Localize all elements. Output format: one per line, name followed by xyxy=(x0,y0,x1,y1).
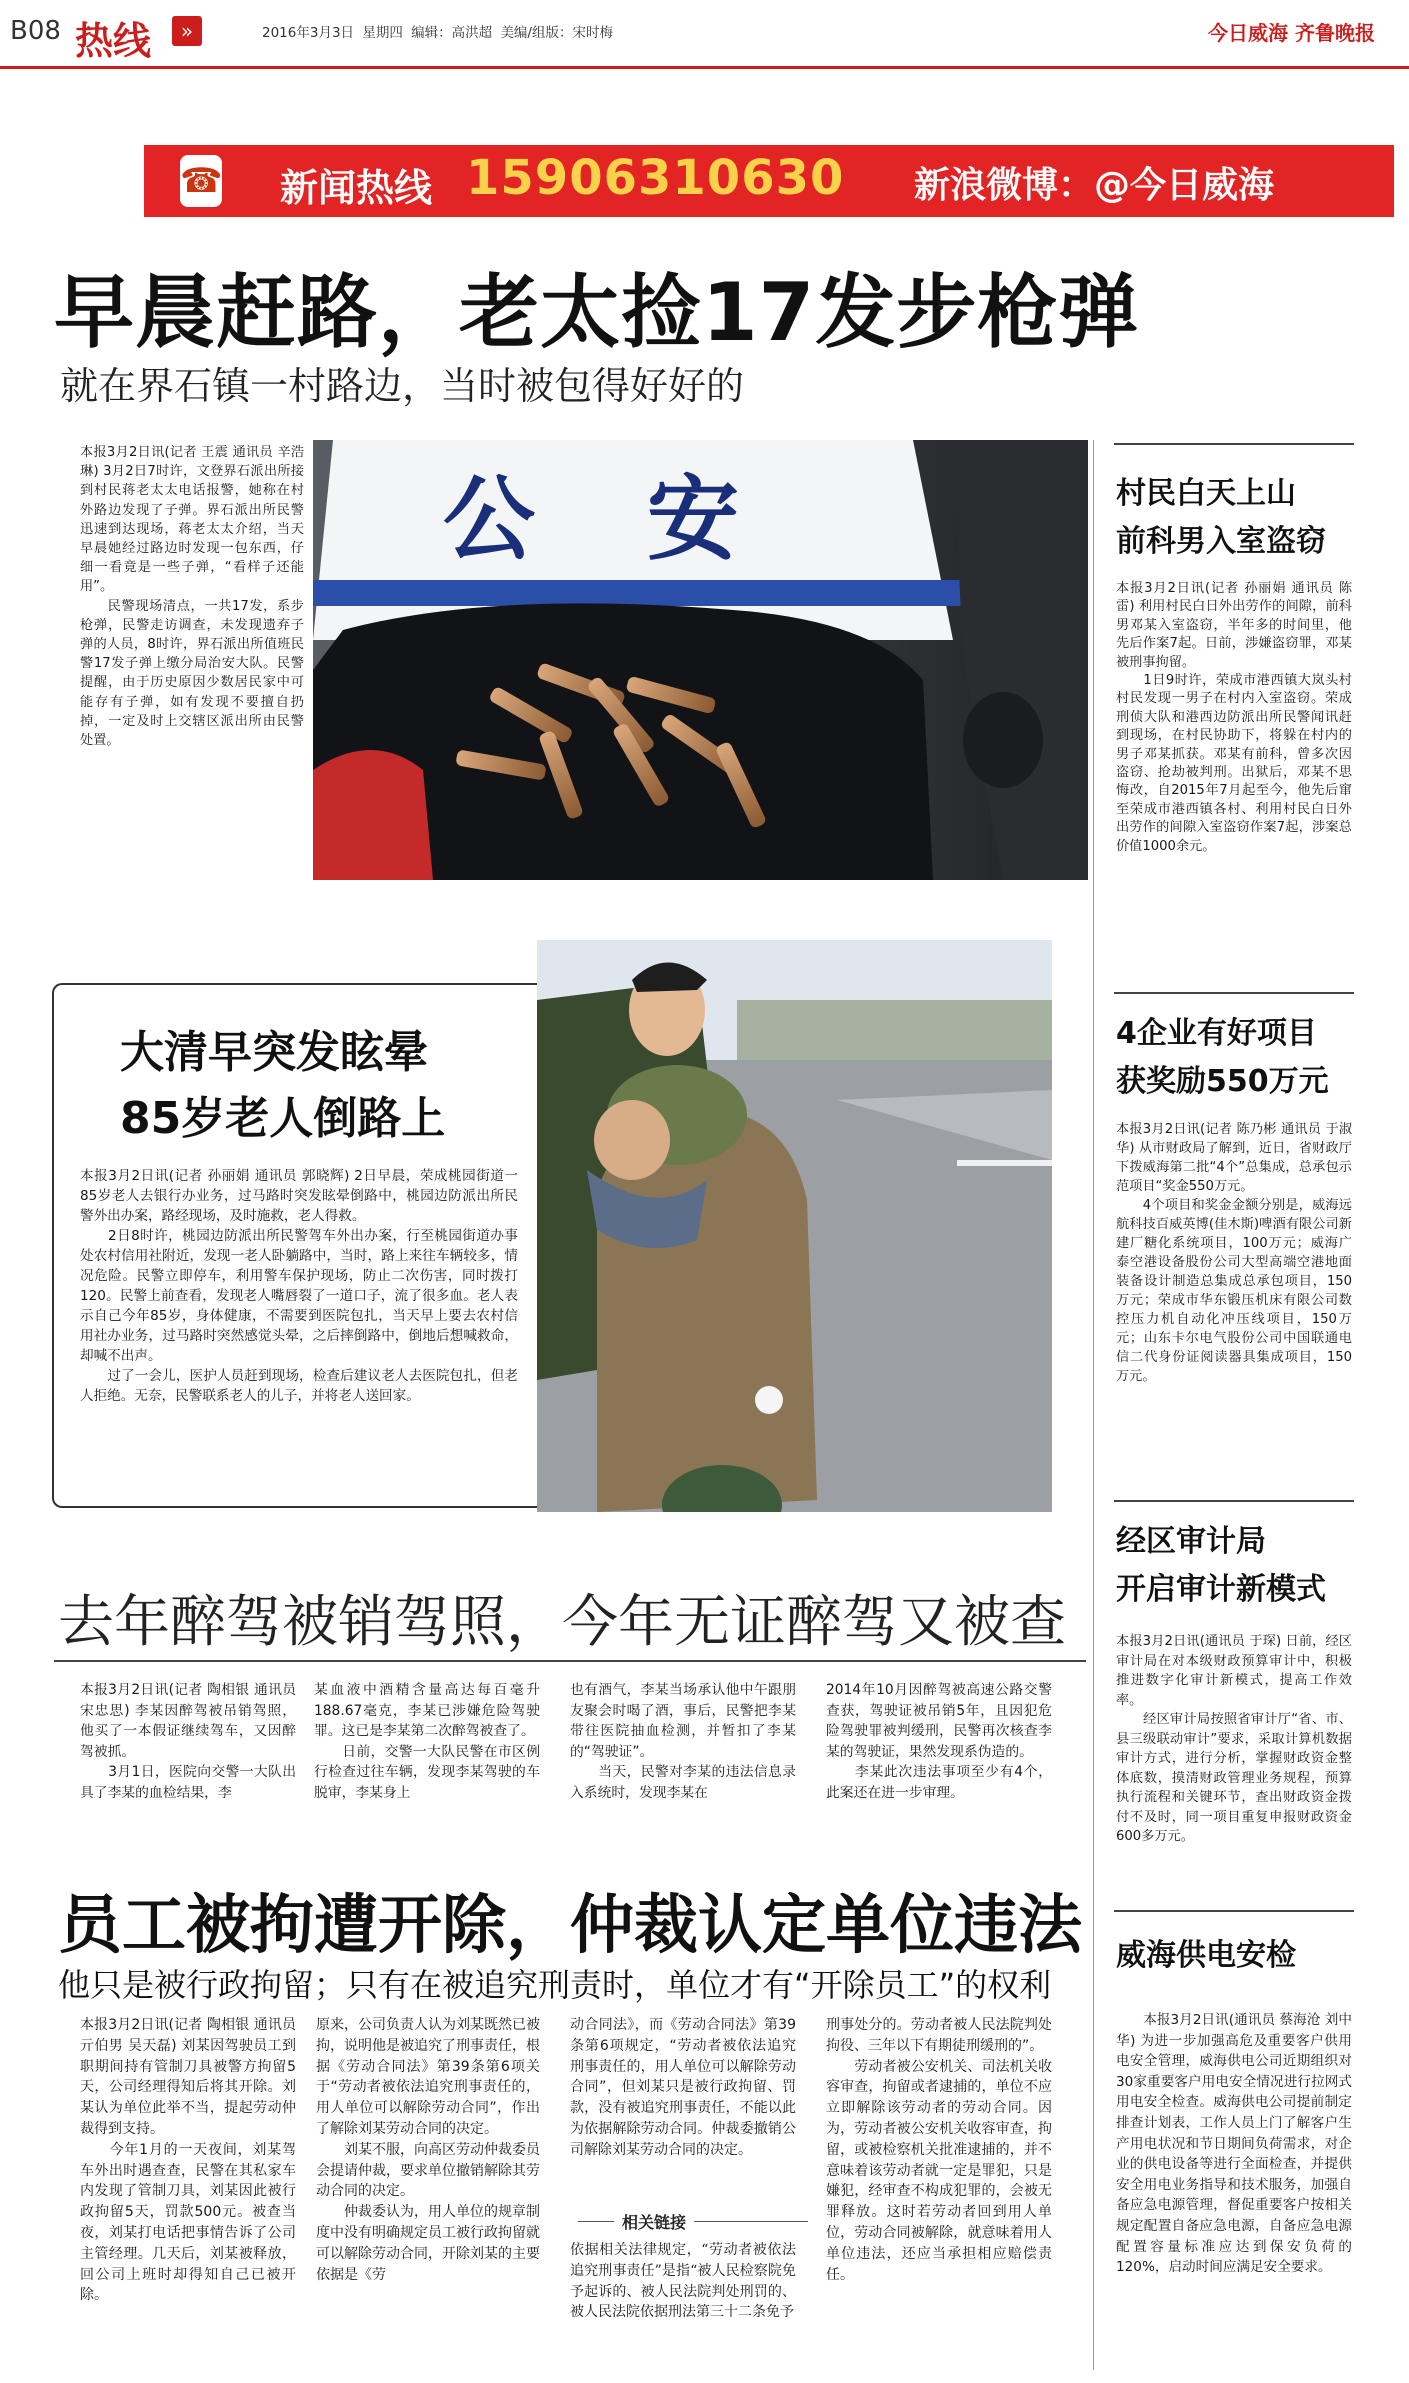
issue-date: 2016年3月3日 xyxy=(262,25,355,41)
theft-title-line2: 前科男入室盗窃 xyxy=(1116,524,1326,559)
hotline-number: 15906310630 xyxy=(466,150,845,206)
audit-title-line2: 开启审计新模式 xyxy=(1116,1572,1326,1607)
headline-rule xyxy=(54,1660,1086,1662)
sidebar-headline-theft xyxy=(1116,470,1326,566)
sidebar-rule-1 xyxy=(1114,443,1354,445)
subheadline-dismissal: 他只是被行政拘留；只有在被追究刑责时，单位才有“开除员工”的权利 xyxy=(58,1966,1052,2004)
headline-dismissal: 员工被拘遭开除，仲裁认定单位违法 xyxy=(58,1889,1082,1963)
page-number: B08 xyxy=(10,16,61,46)
design-credit: 美编/组版：宋时梅 xyxy=(500,25,613,41)
related-link-title: 相关链接 xyxy=(614,2210,694,2233)
phone-icon: ☎ xyxy=(180,155,222,207)
dismissal-col2: 原来，公司负责人认为刘某既然已被拘，说明他是被追究了刑事责任，根据《劳动合同法》第39条第6项关于“劳动者被依法追究刑事责任的，用人单位可以解除劳动合同”，作出了解除刘某劳动合同的决定。 刘某不服，向高区劳动仲裁委员会提请仲裁，要求单位撤销解除其劳动合同的决定。 仲裁委认为，用人单位的规章制度中没有明确规定员工被行政拘留就可以解除劳动合同，开除刘某的主要依据是《劳 xyxy=(316,2017,540,2283)
column-divider xyxy=(1093,440,1094,2370)
sidebar-body-power: 本报3月2日讯(通讯员 蔡海沧 刘中华) 为进一步加强高危及重要客户供用电安全管理，威海供电公司近期组织对30家重要客户用电安全情况进行拉网式用电安全检查。威海供电公司提前制定排查计划表，工作人员上门了解客户生产用电状况和节日期间负荷需求，对企业的供电设备等进行全面检查，并提供安全用电业务指导和技术服务，加强自备应急电源管理，督促重要客户按相关规定配置自备应急电源，自备应急电源配置容量标准应达到保安负荷的120%，启动时间应满足安全要求。 xyxy=(1116,2012,1352,2276)
award-title-line2: 获奖励550万元 xyxy=(1116,1064,1329,1099)
sidebar-rule-3 xyxy=(1114,1500,1354,1502)
dismissal-col1: 本报3月2日讯(记者 陶相银 通讯员 亓伯男 吴天磊) 刘某因驾驶员工到职期间持有管制刀具被警方拘留5天，公司经理得知后将其开除。刘某认为单位此举不当，提起劳动仲裁得到支持。 今年1月的一天夜间，刘某驾车外出时遇查查，民警在其私家车内发现了管制刀具，刘某因此被行政拘留5天，罚款500元。被查当夜，刘某打电话把事情告诉了公司主管经理。几天后，刘某被释放，回公司上班时却得知自己已被开除。 xyxy=(80,2017,296,2304)
sidebar-body-audit: 本报3月2日讯(通讯员 于琛) 日前，经区审计局在对本级财政预算审计中，积极推进数字化审计新模式，提高工作效率。 经区审计局按照省审计厅“省、市、县三级联动审计”要求，采取计算机数据审计方式，进行分析，掌握财政资金整体底数，摸清财政管理业务规程，预算执行流程和关键环节，查出财政资金拨付不及时，同一项目重复申报财政资金600多万元。 xyxy=(1116,1634,1352,1844)
hotline-label: 新闻热线 xyxy=(280,166,433,210)
editor-credit: 编辑：高洪超 xyxy=(411,25,493,41)
photo-elderly-image xyxy=(537,940,1052,1512)
dismissal-col4: 刑事处分的。劳动者被人民法院判处拘役、三年以下有期徒刑缓刑的”。 劳动者被公安机关、司法机关收容审查，拘留或者逮捕的，单位不应立即解除该劳动者的劳动合同。因为，劳动者被公安机关收容审查，拘留，或被检察机关批准逮捕的，并不意味着该劳动者就一定是罪犯，只是嫌犯，经审查不构成犯罪的，会被无罪释放。这时若劳动者回到用人单位，劳动合同被解除，就意味着用人单位违法，还应当承担相应赔偿责任。 xyxy=(826,2017,1052,2283)
headline-elderly-line2: 85岁老人倒路上 xyxy=(120,1093,446,1144)
audit-title-line1: 经区审计局 xyxy=(1116,1524,1266,1559)
newspaper-brand: 今日威海 齐鲁晚报 xyxy=(1208,21,1375,45)
drunk-driving-col3: 也有酒气，李某当场承认他中午跟朋友聚会时喝了酒，事后，民警把李某带往医院抽血检测，并暂扣了李某的“驾驶证”。 当天，民警对李某的违法信息录入系统时，发现李某在 xyxy=(570,1682,796,1801)
sidebar-headline-power: 威海供电安检 xyxy=(1116,1938,1296,1973)
article-body-bullets: 本报3月2日讯(记者 王震 通讯员 辛浩琳) 3月2日7时许，文登界石派出所接到村民蒋老太太电话报警，她称在村外路边发现了子弹。界石派出所民警迅速到达现场，蒋老太太介绍，当天早晨她经过路边时发现一包东西，仔细一看竟是一些子弹，“看样子还能用”。 民警现场清点，一共17发，系步枪弹，民警走访调查，未发现遗弃子弹的人员，8时许，界石派出所值班民警17发子弹上缴分局治安大队。民警提醒，由于历史原因少数居民家中可能存有子弹，如有发现不要擅自扔掉，一定及时上交辖区派出所由民警处置。 xyxy=(80,445,304,749)
sidebar-rule-2 xyxy=(1114,992,1354,994)
main-headline: 早晨赶路，老太捡17发步枪弹 xyxy=(54,266,1140,359)
issue-weekday: 星期四 xyxy=(362,25,403,41)
police-car-lettering: 公 安 xyxy=(443,466,780,573)
headline-elderly-line1: 大清早突发眩晕 xyxy=(120,1027,428,1078)
section-title: 热线 xyxy=(75,19,152,63)
related-link-body: 依据相关法律规定，“劳动者被依法追究刑事责任”是指“被人民检察院免予起诉的、被人民法院判处刑罚的、被人民法院依据刑法第三十二条免予 xyxy=(570,2242,796,2321)
sidebar-rule-4 xyxy=(1114,1910,1354,1912)
header-rule xyxy=(0,66,1409,69)
award-title-line1: 4企业有好项目 xyxy=(1116,1016,1317,1051)
main-subheadline: 就在界石镇一村路边，当时被包得好好的 xyxy=(60,364,745,408)
page-header xyxy=(0,0,1409,70)
sidebar-headline-audit xyxy=(1116,1518,1326,1614)
photo-bullets-in-bag xyxy=(313,440,1088,880)
related-link-box xyxy=(578,2210,808,2234)
dismissal-col3: 动合同法》，而《劳动合同法》第39条第6项规定，“劳动者被依法追究刑事责任的，用人单位可以解除劳动合同”，但刘某只是被行政拘留、罚款，没有被追究刑事责任，不能以此为依据解除劳动合同。仲裁委撤销公司解除刘某劳动合同的决定。 xyxy=(570,2017,796,2158)
drunk-driving-col4: 2014年10月因醉驾被高速公路交警查获，驾驶证被吊销5年，且因犯危险驾驶罪被判缓刑，民警再次核查李某的驾驶证，果然发现系伪造的。 李某此次违法事项至少有4个，此案还在进一步审理。 xyxy=(826,1682,1052,1801)
drunk-driving-col1: 本报3月2日讯(记者 陶相银 通讯员 宋忠思) 李某因醉驾被吊销驾照，他买了一本假证继续驾车，又因醉驾被抓。 3月1日，医院向交警一大队出具了李某的血检结果，李 xyxy=(80,1682,296,1801)
sidebar-body-award: 本报3月2日讯(记者 陈乃彬 通讯员 于淑华) 从市财政局了解到，近日，省财政厅下拨威海第二批“4个”总集成，总承包示范项目“奖金550万元。 4个项目和奖金金额分别是，威海远航科技百威英博(佳木斯)啤酒有限公司新建厂糖化系统项目，100万元；威海广泰空港设备股份公司大型高端空港地面装备设计制造总集成总承包项目，150万元；荣成市华东锻压机床有限公司数控压力机自动化冲压线项目，150万元；山东卡尔电气股份公司中国联通电信二代身份证阅读器具集成项目，150万元。 xyxy=(1116,1122,1352,1384)
article-body-elderly: 本报3月2日讯(记者 孙丽娟 通讯员 郭晓辉) 2日早晨，荣成桃园街道一85岁老人去银行办业务，过马路时突发眩晕倒路中，桃园边防派出所民警外出办案，路经现场，及时施救，老人得救。 2日8时许，桃园边防派出所民警驾车外出办案，行至桃园街道办事处农村信用社附近，发现一老人卧躺路中，当时，路上来往车辆较多，情况危险。民警立即停车，利用警车保护现场，防止二次伤害，同时拨打120。民警上前查看，发现老人嘴唇裂了一道口子，流了很多血。老人表示自己今年85岁，身体健康，不需要到医院包扎，当天早上要去农村信用社办业务，过马路时突然感觉头晕，之后摔倒路中，倒地后想喊救命，却喊不出声。 过了一会儿，医护人员赶到现场，检查后建议老人去医院包扎，但老人拒绝。无奈，民警联系老人的儿子，并将老人送回家。 xyxy=(80,1168,518,1404)
drunk-driving-col2: 某血液中酒精含量高达每百毫升188.67毫克，李某已涉嫌危险驾驶罪。这已是李某第二次醉驾被查了。 日前，交警一大队民警在市区例行检查过往车辆，发现李某驾驶的车脱审，李某身上 xyxy=(314,1682,540,1801)
headline-drunk-driving: 去年醉驾被销驾照，今年无证醉驾又被查 xyxy=(58,1590,1066,1655)
sidebar-headline-award xyxy=(1116,1010,1329,1106)
hotline-banner xyxy=(144,145,1394,217)
theft-title-line1: 村民白天上山 xyxy=(1116,476,1296,511)
section-arrow-icon: » xyxy=(172,16,202,46)
issue-meta xyxy=(262,21,613,41)
sidebar-body-theft: 本报3月2日讯(记者 孙丽娟 通讯员 陈雷) 利用村民白日外出劳作的间隙，前科男邓某入室盗窃，半年多的时间里，他先后作案7起。日前，涉嫌盗窃罪，邓某被刑事拘留。 1日9时许，荣成市港西镇大岚头村村民发现一男子在村内入室盗窃。荣成刑侦大队和港西边防派出所民警闻讯赶到现场，在村民协助下，将躲在村内的男子邓某抓获。邓某有前科，曾多次因盗窃、抢劫被判刑。出狱后，邓某不思悔改，自2015年7月起至今，他先后窜至荣成市港西镇各村、利用村民白日外出劳作的间隙入室盗窃作案7起，涉案总价值1000余元。 xyxy=(1116,581,1352,854)
headline-elderly xyxy=(120,1020,445,1152)
weibo-handle: 新浪微博：@今日威海 xyxy=(914,165,1275,206)
photo-police-helping-elderly xyxy=(537,940,1052,1512)
